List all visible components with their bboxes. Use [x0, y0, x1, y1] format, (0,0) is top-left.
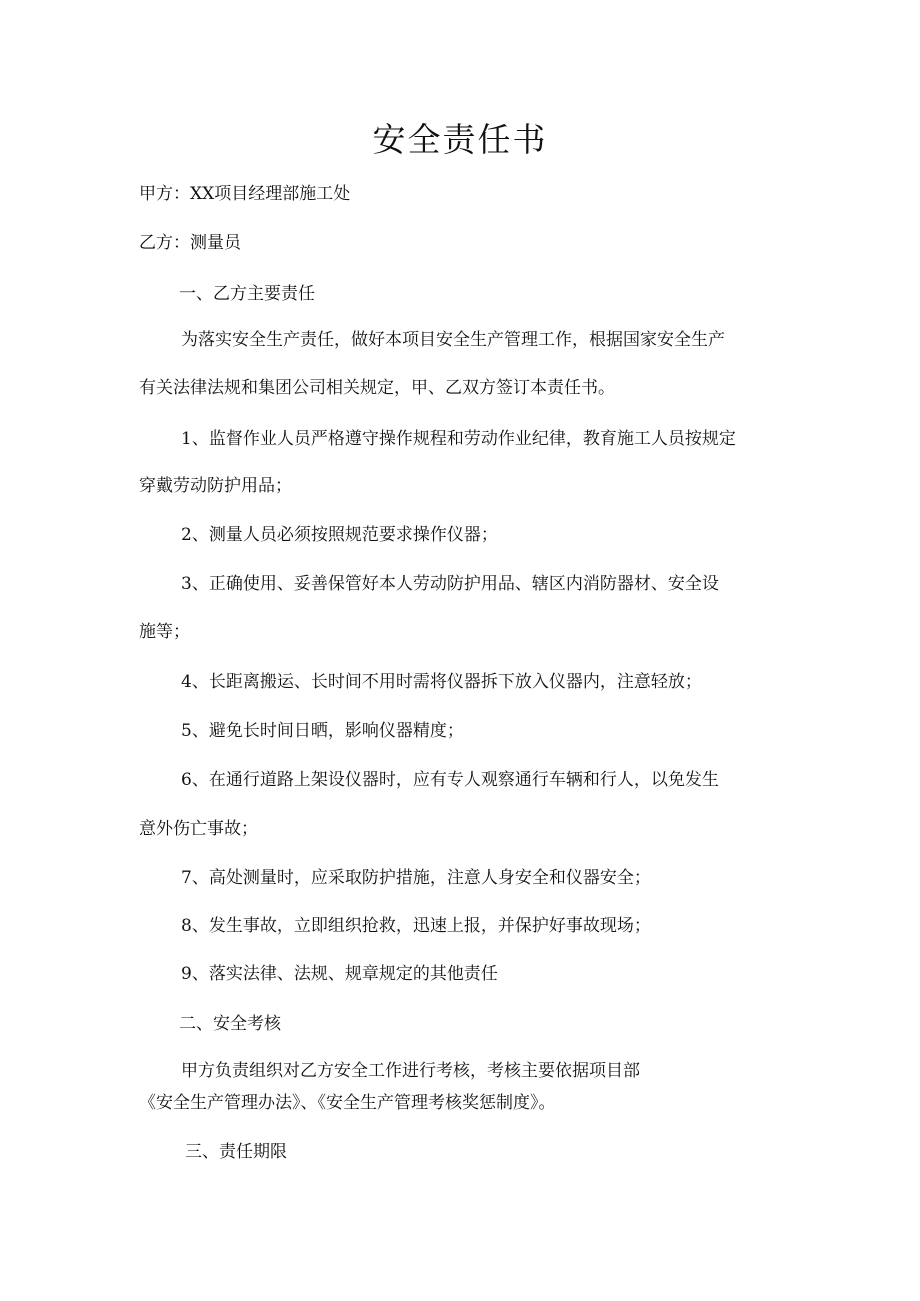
section-1-heading: 一、乙方主要责任	[179, 284, 315, 304]
item-6-line-1: 6、在通行道路上架设仪器时，应有专人观察通行车辆和行人，以免发生	[181, 770, 719, 790]
document-title: 安全责任书	[372, 120, 548, 159]
item-2-line-1: 2、测量人员必须按照规范要求操作仪器；	[181, 525, 498, 545]
item-3-line-1: 3、正确使用、妥善保管好本人劳动防护用品、辖区内消防器材、安全设	[181, 574, 719, 594]
item-1-line-1: 1、监督作业人员严格遵守操作规程和劳动作业纪律，教育施工人员按规定	[181, 429, 736, 449]
section-1-intro-line-2: 有关法律法规和集团公司相关规定，甲、乙双方签订本责任书。	[139, 378, 615, 398]
party-b-line: 乙方：测量员	[139, 233, 241, 253]
party-a-line: 甲方：XX项目经理部施工处	[139, 184, 351, 204]
item-8-line-1: 8、发生事故，立即组织抢救，迅速上报，并保护好事故现场；	[181, 916, 651, 936]
section-3-heading: 三、责任期限	[185, 1142, 287, 1162]
item-6-line-2: 意外伤亡事故；	[139, 819, 258, 839]
section-2-body-line-1: 甲方负责组织对乙方安全工作进行考核，考核主要依据项目部	[181, 1061, 640, 1081]
item-4-line-1: 4、长距离搬运、长时间不用时需将仪器拆下放入仪器内，注意轻放；	[181, 672, 702, 692]
item-5-line-1: 5、避免长时间日晒，影响仪器精度；	[181, 721, 464, 741]
item-7-line-1: 7、高处测量时，应采取防护措施，注意人身安全和仪器安全；	[181, 868, 651, 888]
item-1-line-2: 穿戴劳动防护用品；	[139, 476, 292, 496]
item-3-line-2: 施等；	[139, 622, 190, 642]
section-2-heading: 二、安全考核	[179, 1014, 281, 1034]
section-2-body-line-2: 《安全生产管理办法》、《安全生产管理考核奖惩制度》。	[139, 1093, 556, 1113]
item-9-line-1: 9、落实法律、法规、规章规定的其他责任	[181, 964, 498, 984]
section-1-intro-line-1: 为落实安全生产责任，做好本项目安全生产管理工作，根据国家安全生产	[181, 330, 725, 350]
